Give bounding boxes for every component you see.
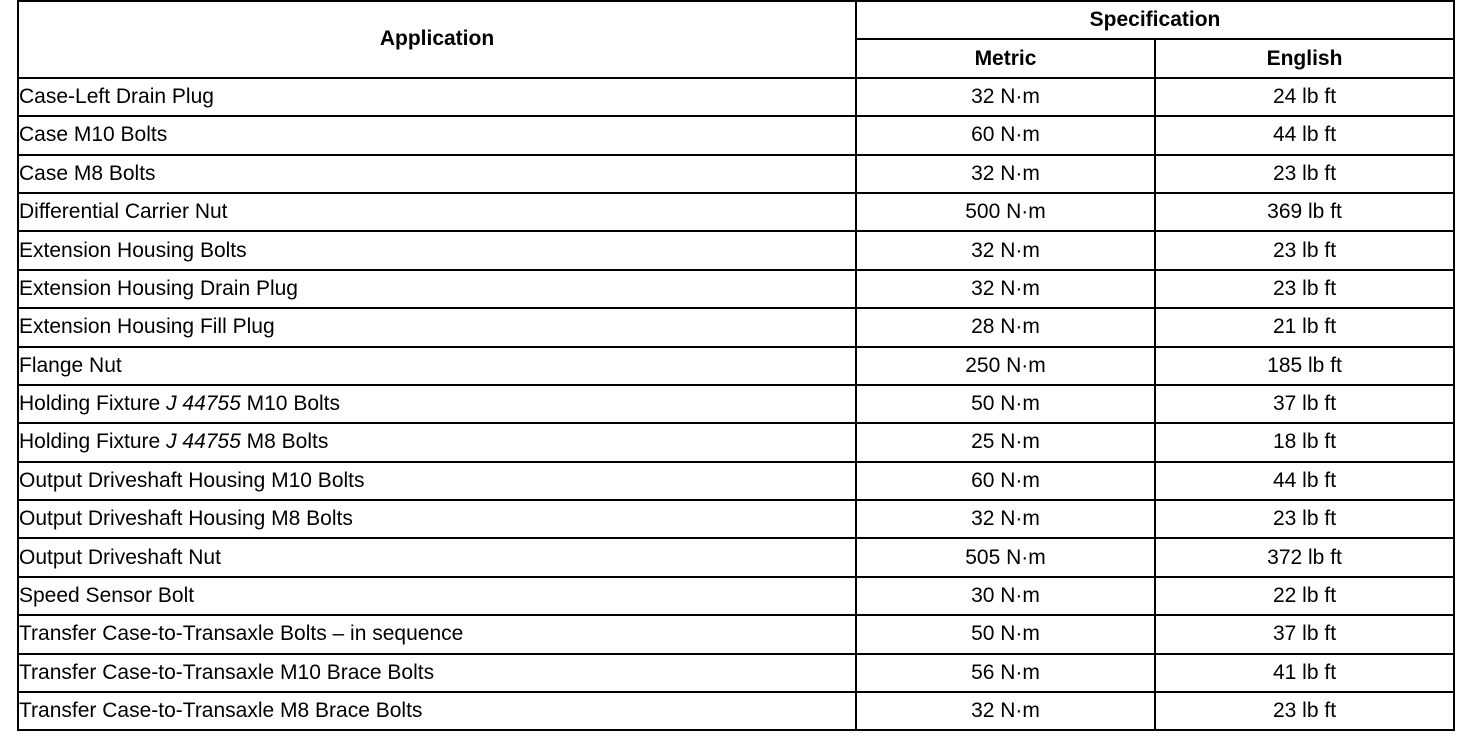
- english-cell: 44 lb ft: [1155, 462, 1454, 500]
- table-row: [18, 500, 1454, 538]
- table-row: [18, 347, 1454, 385]
- english-cell: 18 lb ft: [1155, 423, 1454, 461]
- application-suffix: M8 Bolts: [240, 430, 329, 454]
- application-cell: Case M8 Bolts: [18, 155, 856, 193]
- english-cell: 41 lb ft: [1155, 654, 1454, 692]
- table-row: [18, 654, 1454, 692]
- metric-cell: 505 N·m: [856, 538, 1155, 576]
- metric-cell: 60 N·m: [856, 116, 1155, 154]
- english-cell: 23 lb ft: [1155, 500, 1454, 538]
- table-row: [18, 270, 1454, 308]
- metric-cell: 250 N·m: [856, 347, 1155, 385]
- table-row: [18, 155, 1454, 193]
- table-row: [18, 308, 1454, 346]
- table-row: [18, 116, 1454, 154]
- english-cell: 24 lb ft: [1155, 78, 1454, 116]
- application-cell: Output Driveshaft Housing M8 Bolts: [18, 500, 856, 538]
- metric-cell: 28 N·m: [856, 308, 1155, 346]
- application-cell: Transfer Case-to-Transaxle M10 Brace Bolts: [18, 654, 856, 692]
- metric-cell: 50 N·m: [856, 385, 1155, 423]
- metric-cell: 32 N·m: [856, 78, 1155, 116]
- application-header: Application: [18, 1, 856, 78]
- application-cell: Transfer Case-to-Transaxle M8 Brace Bolts: [18, 692, 856, 730]
- table-row: [18, 385, 1454, 423]
- metric-cell: 50 N·m: [856, 615, 1155, 653]
- metric-cell: 32 N·m: [856, 231, 1155, 269]
- application-prefix: Holding Fixture: [19, 392, 167, 416]
- metric-cell: 60 N·m: [856, 462, 1155, 500]
- english-cell: 22 lb ft: [1155, 577, 1454, 615]
- tool-reference: J 44755: [166, 392, 241, 416]
- table-row: [18, 193, 1454, 231]
- metric-cell: 30 N·m: [856, 577, 1155, 615]
- application-cell: Extension Housing Fill Plug: [18, 308, 856, 346]
- application-suffix: M10 Bolts: [240, 392, 341, 416]
- application-cell: Transfer Case-to-Transaxle Bolts – in sequence: [18, 615, 856, 653]
- english-cell: 21 lb ft: [1155, 308, 1454, 346]
- table-row: [18, 577, 1454, 615]
- application-cell: Output Driveshaft Nut: [18, 538, 856, 576]
- table-row: [18, 231, 1454, 269]
- table-row: [18, 423, 1454, 461]
- metric-cell: 56 N·m: [856, 654, 1155, 692]
- application-cell: Case M10 Bolts: [18, 116, 856, 154]
- english-cell: 23 lb ft: [1155, 155, 1454, 193]
- application-cell: Extension Housing Bolts: [18, 231, 856, 269]
- english-cell: 369 lb ft: [1155, 193, 1454, 231]
- table-row: [18, 692, 1454, 730]
- metric-cell: 32 N·m: [856, 500, 1155, 538]
- table-row: [18, 78, 1454, 116]
- metric-cell: 32 N·m: [856, 155, 1155, 193]
- english-cell: 372 lb ft: [1155, 538, 1454, 576]
- english-cell: 37 lb ft: [1155, 615, 1454, 653]
- table-row: [18, 615, 1454, 653]
- application-cell: [18, 385, 856, 423]
- application-cell: Extension Housing Drain Plug: [18, 270, 856, 308]
- english-cell: 23 lb ft: [1155, 270, 1454, 308]
- metric-header: Metric: [856, 39, 1155, 77]
- metric-cell: 32 N·m: [856, 270, 1155, 308]
- application-cell: Flange Nut: [18, 347, 856, 385]
- english-header: English: [1155, 39, 1454, 77]
- english-cell: 23 lb ft: [1155, 692, 1454, 730]
- english-cell: 37 lb ft: [1155, 385, 1454, 423]
- application-cell: Speed Sensor Bolt: [18, 577, 856, 615]
- application-cell: [18, 423, 856, 461]
- english-cell: 185 lb ft: [1155, 347, 1454, 385]
- metric-cell: 500 N·m: [856, 193, 1155, 231]
- english-cell: 23 lb ft: [1155, 231, 1454, 269]
- application-cell: Case-Left Drain Plug: [18, 78, 856, 116]
- table-row: [18, 538, 1454, 576]
- torque-specification-table: [17, 0, 1455, 731]
- specification-header: Specification: [856, 1, 1454, 39]
- application-cell: Output Driveshaft Housing M10 Bolts: [18, 462, 856, 500]
- application-prefix: Holding Fixture: [19, 430, 167, 454]
- application-cell: Differential Carrier Nut: [18, 193, 856, 231]
- english-cell: 44 lb ft: [1155, 116, 1454, 154]
- metric-cell: 25 N·m: [856, 423, 1155, 461]
- table-row: [18, 462, 1454, 500]
- metric-cell: 32 N·m: [856, 692, 1155, 730]
- tool-reference: J 44755: [166, 430, 241, 454]
- header-row-top: [18, 1, 1454, 39]
